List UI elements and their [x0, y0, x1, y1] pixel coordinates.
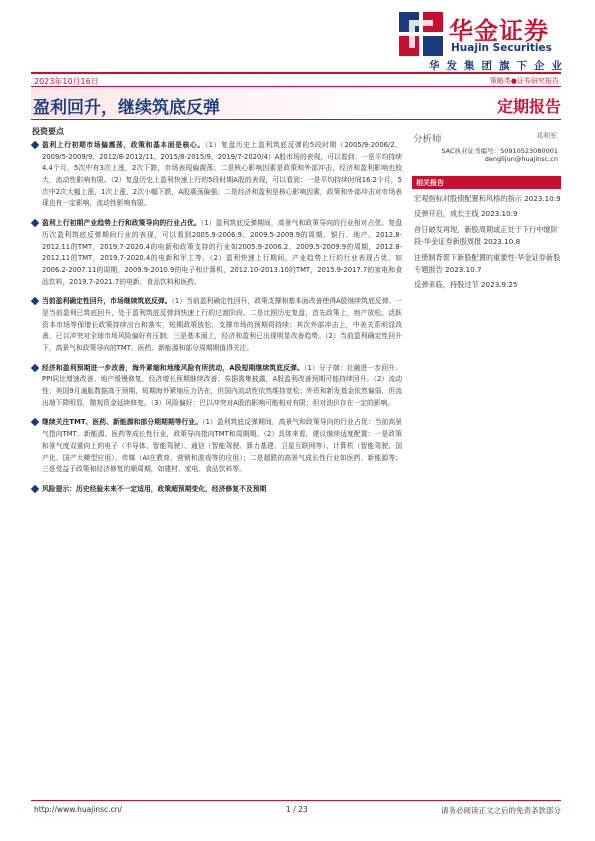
point-lead: 风险提示：历史经验未来不一定适用，政策超预期变化，经济修复不及预期: [42, 484, 267, 493]
investment-point: [32, 218, 402, 288]
point-body: （1）盈利筑底反弹期间，高景气和政策导向的行业占优：当前高景气指向TMT、新能源、医药等成长性行业，政策导向指向TMT和周期期。（2）具体来看，建议继续适度配置：一是政策和景气度双重向上的电子（半导体、智能驾驶）、通信（智能驾驶、算力基建、卫星互联网等）、计算机（智能驾驶、国产化、国产大模型应用）、传媒（AI在教育、营销和游戏等的应用）；二是超跌的高景气成长性行业如医药、新能源等；三是受益于政策和经济修复的顺周期，如建材、家电、食品饮料等。: [42, 418, 402, 474]
investment-points: [32, 140, 402, 504]
related-report-item[interactable]: 首日破发再现，新股周期或正处于下行中继阶段-华金证券新股周报 2023.10.8: [414, 224, 558, 247]
point-lead: 盈利上行初期产业趋势上行和政策导向的行业占优。: [42, 219, 201, 228]
diamond-bullet-icon: [31, 297, 39, 305]
analyst-email[interactable]: denglijun@huajinsc.cn: [484, 155, 558, 163]
point-lead: 盈利上行初期市场偏震荡，政策和基本面是核心。: [42, 141, 205, 149]
page-number: 1 / 23: [286, 805, 308, 814]
analyst-certificate: SAC执业证书编号：S0910523080001: [441, 147, 558, 155]
report-date: 2023年10月16日: [34, 77, 99, 86]
related-reports-header: [412, 176, 561, 189]
related-report-item[interactable]: 反弹来临，持股过节 2023.9.25: [414, 280, 518, 290]
point-lead: 当前盈利确定性回升，市场继续筑底反弹。: [42, 297, 172, 306]
point-lead: 经济和盈利预期进一步改善，海外紧缩和地缘风险有所扰动，A股短期继续筑底反弹。: [42, 363, 304, 372]
logo-english-name: Huajin Securities: [451, 42, 552, 54]
title-divider-bottom: [31, 119, 561, 120]
point-body: （1）当前盈利确定性回升，政策支撑和基本面改善使得A股继续筑底反弹。一是当前盈利已筑底回升，处于盈利筑底反弹到快速上行的过渡阶段。二是比照历史复盘，首先政策上，地产放松、活跃资本市场等保增长政策持续出台和落实，短期政策放松、支撑市场的预期将持续；其次外部冲击上，中美关系明显改善，已以冲突对全球市场风险偏好有压制；三是基本面上，经济和盈利已出现明显改善趋势。（2）当前盈利确定性回升下，高景气和政策导向的TMT、医药、新能源和部分周期期值得关注。: [42, 297, 403, 352]
report-category: 策略类●证券研究报告: [489, 77, 559, 85]
diamond-bullet-icon: [31, 141, 39, 149]
investment-point: [32, 363, 402, 410]
company-slogan: 华发集团旗下企业: [429, 60, 569, 72]
point-body: （1）盈利筑底反弹期间，高景气和政策导向的行业相对占优。复盘历次盈利筑底反弹期间行业的表现，可以看到2005.9-2006.9、2009.5-2009.9的周期、银行、地产。2012.8-2012.11的TMT，2019.7-2020.4的电新和政策支持的行业如2005.9-2006.2、2009.5-2009.9的周期，2012.8-2012.11的TMT，2019.7-2020.4的电新和军工等。（2）盈利快速上行期间，产业趋势上行的行业表现占优，如2006.2-2007.11的周期，2009.9-2010.9的电子和计算机，2012.10-2013.10的TMT，2015.9-2017.7的家电和食品饮料，2019.7-2021.7的电新、食品饮料和医药。: [42, 219, 402, 286]
title-divider-top: [31, 86, 561, 87]
footer-website-link[interactable]: http://www.huajinsc.cn/: [34, 805, 122, 814]
footer-divider: [31, 800, 561, 801]
related-report-item[interactable]: 注册制背景下新股配置的重要性-华金证券新股专题报告 2023.10.7: [414, 252, 561, 274]
huajin-logo-icon: [399, 12, 443, 56]
investment-point: [32, 296, 402, 354]
related-reports-title: 相关报告: [416, 179, 444, 187]
analyst-label: 分析师: [413, 134, 442, 145]
logo-chinese-name: 华金证券: [449, 17, 549, 45]
header-divider: [31, 72, 561, 74]
risk-warning: [32, 484, 402, 496]
report-type: 定期报告: [496, 97, 561, 116]
point-body: （1）分子端：社融进一步回升、PPI同比增速改善、地产缓慢修复，经济增长预期继续改善；券据需集披露，A股盈利改善预期可能持续回升。（2）流动性：美国9月通胀数据高于预期，短期海外紧缩压力仍在，但国内流动性依然维持宽松；外资和新发基金依然偏弱，但流出端下降明显，微观资金延续修复。（3）风险偏好：巴以冲突对A股的影响可能相对有限；但对油价存在一定的影响。: [42, 363, 402, 407]
point-lead: 继续关注TMT、医药、新能源和部分期期期等行业。: [42, 418, 203, 427]
investment-point: [32, 417, 402, 475]
footer-disclaimer: 请务必阅读正文之后的免责条款部分: [441, 806, 561, 815]
diamond-bullet-icon: [31, 363, 39, 371]
diamond-bullet-icon: [31, 219, 39, 227]
analyst-name: 邓利军: [536, 132, 557, 140]
point-body: （1）复盘历史上盈利筑底反弹的5段时期（2005/9-2006/2、2009/5-2009/9、2012/8-2012/11、2015/8-2015/9、2019/7-2020/4）A股市场的表现，可以看到：一是平均持续4.4个月，5次中有3次上涨，2次下跌，市场表现偏震荡；二是核心影响因素是政策和外部冲击，经济和盈利影响也较大，流动性影响有限。（2）复盘历史上盈利快速上行的5段时期A股的表现，可以看到：一是平均持续时间16.2个月，5次中2次大幅上涨，1次上涨，2次小幅下跌，A股震荡偏强；二是经济和盈利是核心影响因素，政策和外部冲击对市场表现也有一定影响，流动性影响有限。: [42, 141, 402, 208]
page-title: 盈利回升，继续筑底反弹: [33, 98, 220, 118]
diamond-bullet-icon: [31, 485, 39, 493]
related-reports-list: [414, 193, 561, 295]
related-report-item[interactable]: 宏观指标对股债配置和风格的指示 2023.10.9: [414, 194, 561, 203]
related-report-item[interactable]: 反弹开启，成长主线 2023.10.9: [414, 209, 518, 219]
diamond-bullet-icon: [31, 418, 39, 426]
investment-point: [32, 140, 402, 210]
investment-heading: 投资要点: [32, 127, 64, 136]
company-logo: [399, 8, 569, 64]
